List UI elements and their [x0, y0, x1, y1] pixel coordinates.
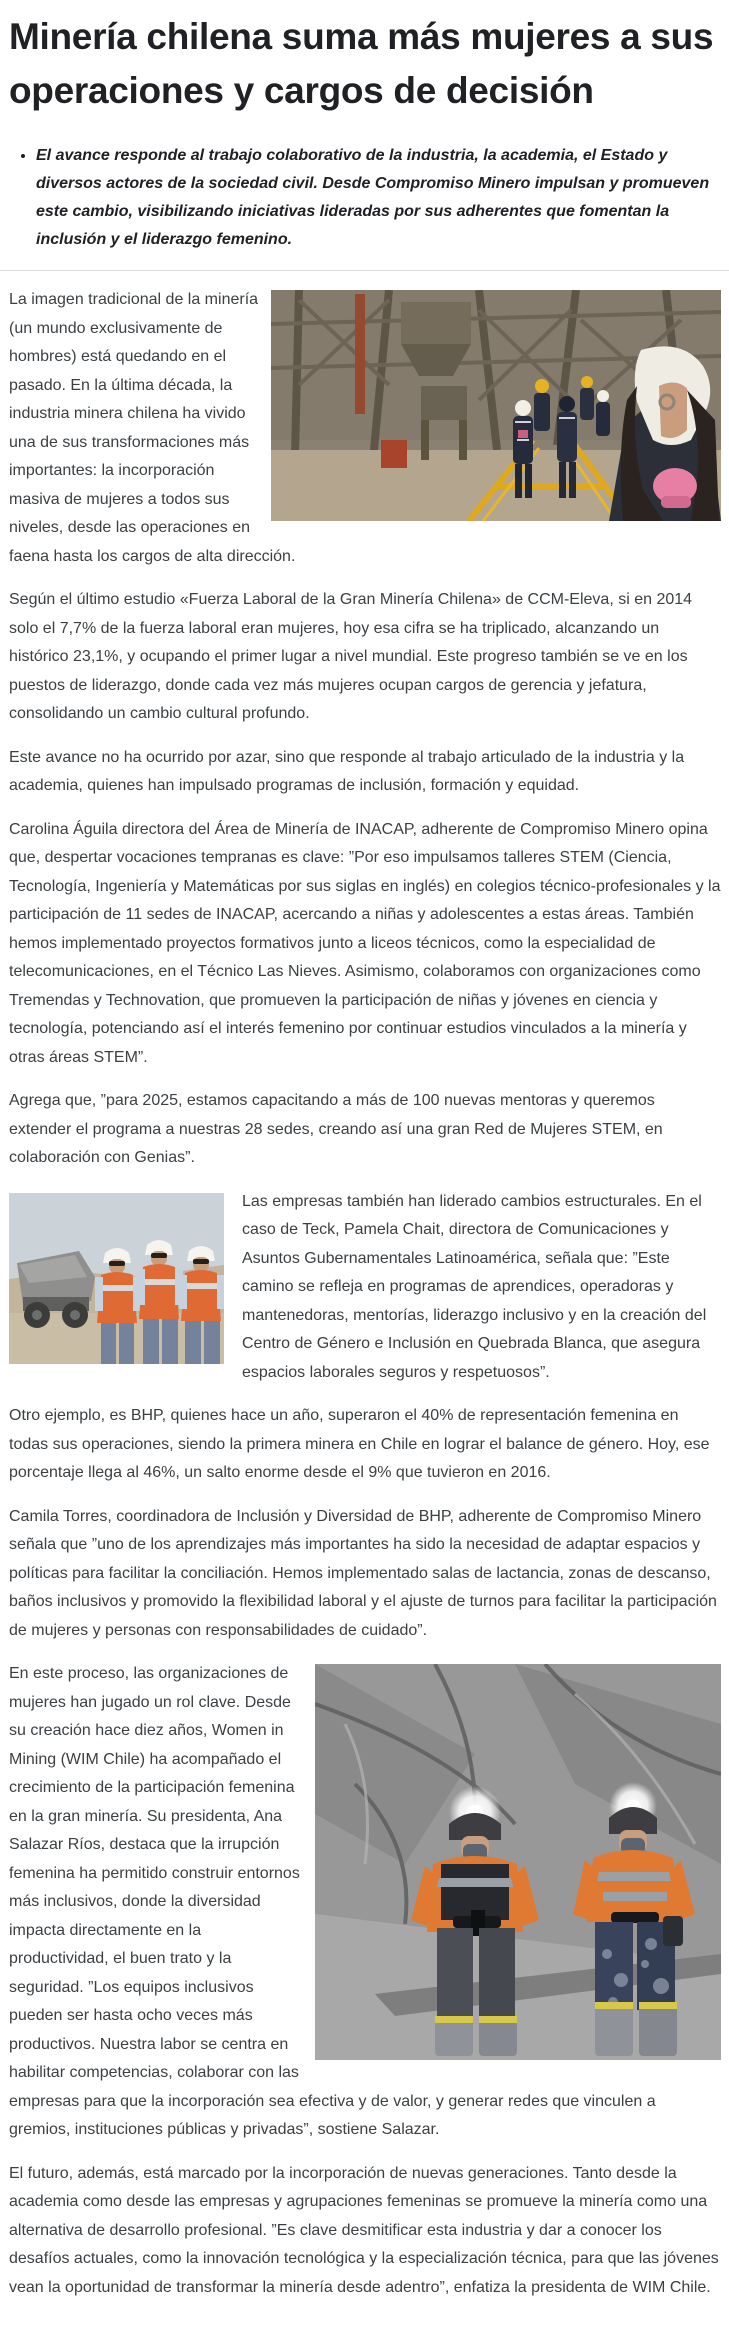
- photo-two-miners-art: [315, 1664, 721, 2060]
- paragraph-10: El futuro, además, está marcado por la incorporación de nuevas generaciones. Tanto desde la academia como desde las empresas y agrupaciones femeninas se promueve la minería como una alternativa de desarrollo profesional. ”Es clave desmitificar esta industria y dar a conocer los desafíos actuales, como la innovación tecnológica y la especialización técnica, para que las jóvenes vean la oportunidad de transformar la minería desde adentro”, enfatiza la presidenta de WIM Chile.: [9, 2164, 719, 2296]
- paragraph-4: Carolina Águila directora del Área de Minería de INACAP, adherente de Compromiso Minero opina que, despertar vocaciones tempranas es clave: ”Por eso impulsamos talleres STEM (Ciencia, Tecnología, Ingeniería y Matemáticas por sus siglas en inglés) en colegios técnico-profesionales y la participación de 11 sedes de INACAP, acercando a niñas y adolescentes a estas áreas. También hemos implementado proyectos formativos junto a liceos técnicos, como la especialidad de telecomunicaciones, en el Técnico Las Nieves. Asimismo, colaboramos con organizaciones como Tremendas y Technovation, que promueven la participación de niñas y jóvenes en ciencia y tecnología, potenciando así el interés femenino por continuar estudios vinculados a la minería y otras áreas STEM”.: [9, 820, 721, 1066]
- page-title: Minería chilena suma más mujeres a sus operaciones y cargos de decisión: [9, 16, 714, 111]
- paragraph-6: Las empresas también han liderado cambios estructurales. En el caso de Teck, Pamela Chait, directora de Comunicaciones y Asuntos Gubernamentales Latinoamérica, señala que: ”Este camino se refleja en programas de aprendices, operadoras y mantenedoras, mentorías, liderazgo inclusivo y en la creación del Centro de Género e Inclusión en Quebrada Blanca, que asegura espacios laborales seguros y respetuosos”.: [242, 1192, 707, 1381]
- paragraph-8: Camila Torres, coordinadora de Inclusión y Diversidad de BHP, adherente de Compromiso Minero señala que ”uno de los aprendizajes más importantes ha sido la necesidad de adaptar espacios y políticas para facilitar la conciliación. Hemos implementado salas de lactancia, zonas de descanso, baños inclusivos y promovido la flexibilidad laboral y el ajuste de turnos para facilitar la participación de mujeres y personas con responsabilidades de cuidado”.: [9, 1507, 717, 1639]
- photo-two-miners-underground: [315, 1664, 721, 2060]
- photo-three-women-orange-vests: [9, 1193, 224, 1364]
- photo-three-women-art: [9, 1193, 224, 1364]
- article-body: [9, 271, 721, 2302]
- photo-miners-walkway-art: [271, 290, 721, 521]
- lead-bullet: • El avance responde al trabajo colaborativo de la industria, la academia, el Estado y diversos actores de la sociedad civil. Desde Compromiso Minero impulsan y promueven este cambio, visibilizando iniciativas lideradas por sus adherentes que fomentan la inclusión y el liderazgo femenino.: [36, 142, 721, 254]
- paragraph-9: En este proceso, las organizaciones de mujeres han jugado un rol clave. Desde su creación hace diez años, Women in Mining (WIM Chile) ha acompañado el crecimiento de la participación femenina en la gran minería. Su presidenta, Ana Salazar Ríos, destaca que la irrupción femenina ha permitido construir entornos más inclusivos, donde la diversidad impacta directamente en la productividad, el buen trato y la seguridad. ”Los equipos inclusivos pueden ser hasta ocho veces más productivos. Nuestra labor se centra en habilitar competencias, colaborar con las empresas para que la incorporación sea efectiva y de valor, y generar redes que vinculen a gremios, instituciones públicas y privadas”, sostiene Salazar.: [9, 1665, 656, 2138]
- photo-miners-walkway: [271, 290, 721, 521]
- lead-bullet-list: [9, 142, 721, 254]
- paragraph-3: Este avance no ha ocurrido por azar, sino que responde al trabajo articulado de la industria y la academia, quienes han impulsado programas de inclusión, formación y equidad.: [9, 748, 685, 794]
- paragraph-7: Otro ejemplo, es BHP, quienes hace un año, superaron el 40% de representación femenina en todas sus operaciones, siendo la primera minera en Chile en lograr el balance de género. Hoy, ese porcentaje llega al 46%, un salto enorme desde el 9% que tuvieron en 2016.: [9, 1407, 710, 1481]
- paragraph-2: Según el último estudio «Fuerza Laboral de la Gran Minería Chilena» de CCM-Eleva, si en 2014 solo el 7,7% de la fuerza laboral eran mujeres, hoy esa cifra se ha triplicado, alcanzando un histórico 23,1%, y ocupando el primer lugar a nivel mundial. Este progreso también se ve en los puestos de liderazgo, donde cada vez más mujeres ocupan cargos de gerencia y jefatura, consolidando un cambio cultural profundo.: [9, 591, 693, 722]
- paragraph-1: La imagen tradicional de la minería (un mundo exclusivamente de hombres) está quedando en el pasado. En la última década, la industria minera chilena ha vivido una de sus transformaciones más importantes: la incorporación masiva de mujeres a todos sus niveles, desde las operaciones en faena hasta los cargos de alta dirección.: [9, 291, 296, 565]
- paragraph-5: Agrega que, ”para 2025, estamos capacitando a más de 100 nuevas mentoras y queremos extender el programa a nuestras 28 sedes, creando así una gran Red de Mujeres STEM, en colaboración con Genias”.: [9, 1092, 663, 1166]
